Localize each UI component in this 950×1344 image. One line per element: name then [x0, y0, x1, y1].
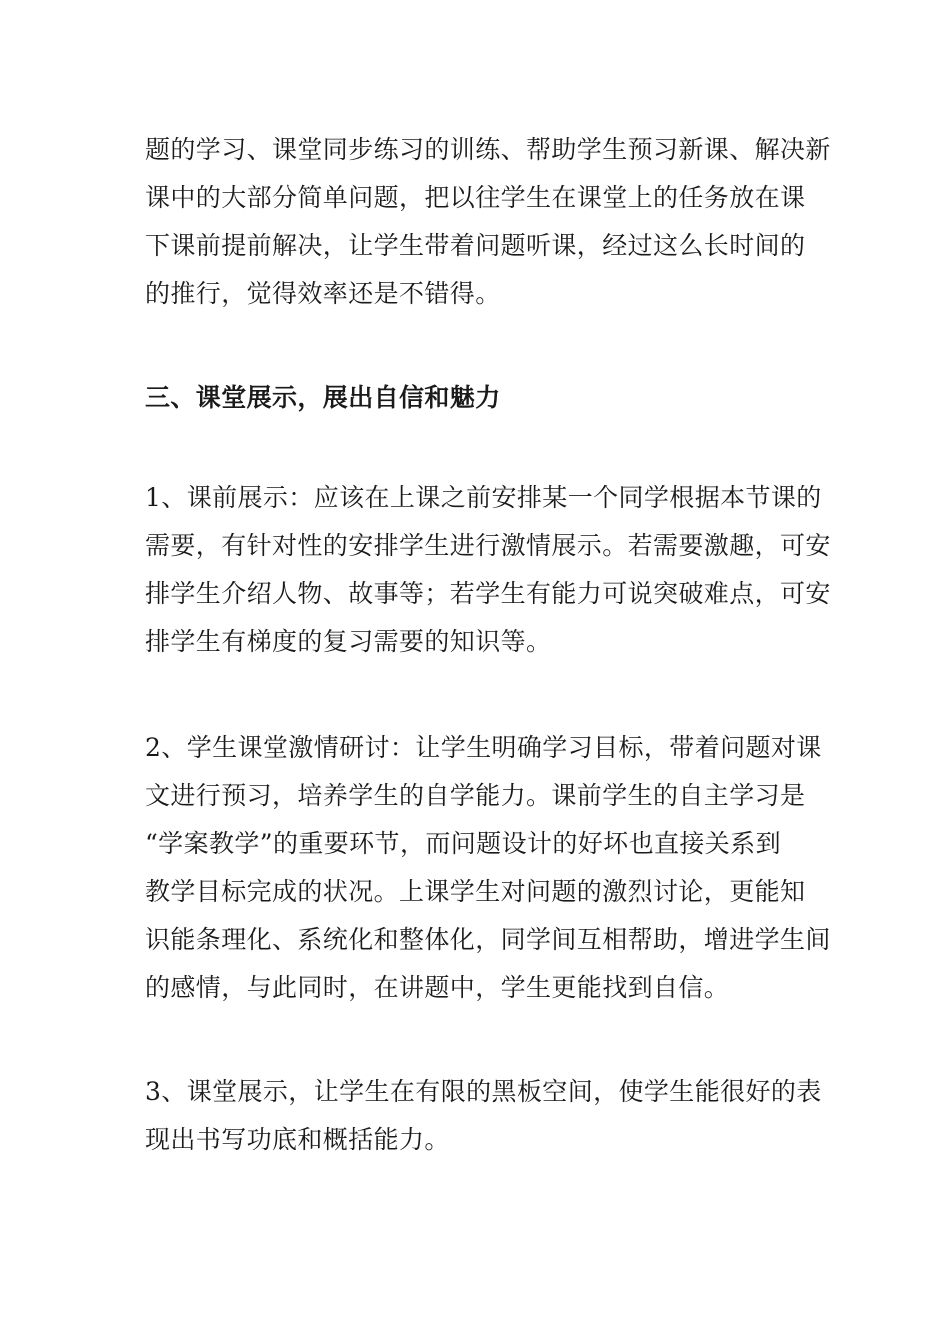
- paragraph-pre-class-display: [145, 474, 831, 666]
- text-line: 2、学生课堂激情研讨：让学生明确学习目标，带着问题对课: [145, 733, 822, 762]
- text-line: 现出书写功底和概括能力。: [145, 1125, 450, 1154]
- text-line: 的感情，与此同时，在讲题中，学生更能找到自信。: [145, 973, 730, 1002]
- text-line: 识能条理化、系统化和整体化，同学间互相帮助，增进学生间: [145, 925, 831, 954]
- section-heading: 三、课堂展示，展出自信和魅力: [145, 383, 501, 412]
- text-line: 排学生介绍人物、故事等；若学生有能力可说突破难点，可安: [145, 579, 831, 608]
- paragraph-class-discussion: [145, 724, 831, 1012]
- text-line: 文进行预习，培养学生的自学能力。课前学生的自主学习是: [145, 781, 806, 810]
- text-line: 排学生有梯度的复习需要的知识等。: [145, 627, 552, 656]
- text-line: 教学目标完成的状况。上课学生对问题的激烈讨论，更能知: [145, 877, 806, 906]
- text-line: “学案教学”的重要环节，而问题设计的好坏也直接关系到: [145, 829, 781, 858]
- text-line: 1、课前展示：应该在上课之前安排某一个同学根据本节课的: [145, 483, 822, 512]
- paragraph-class-display: [145, 1068, 822, 1164]
- paragraph-continuation: [145, 126, 831, 318]
- text-line: 课中的大部分简单问题，把以往学生在课堂上的任务放在课: [145, 183, 806, 212]
- text-line: 的推行，觉得效率还是不错得。: [145, 279, 501, 308]
- text-line: 需要，有针对性的安排学生进行激情展示。若需要激趣，可安: [145, 531, 831, 560]
- text-line: 3、课堂展示，让学生在有限的黑板空间，使学生能很好的表: [145, 1077, 822, 1106]
- text-line: 题的学习、课堂同步练习的训练、帮助学生预习新课、解决新: [145, 135, 831, 164]
- text-line: 下课前提前解决，让学生带着问题听课，经过这么长时间的: [145, 231, 806, 260]
